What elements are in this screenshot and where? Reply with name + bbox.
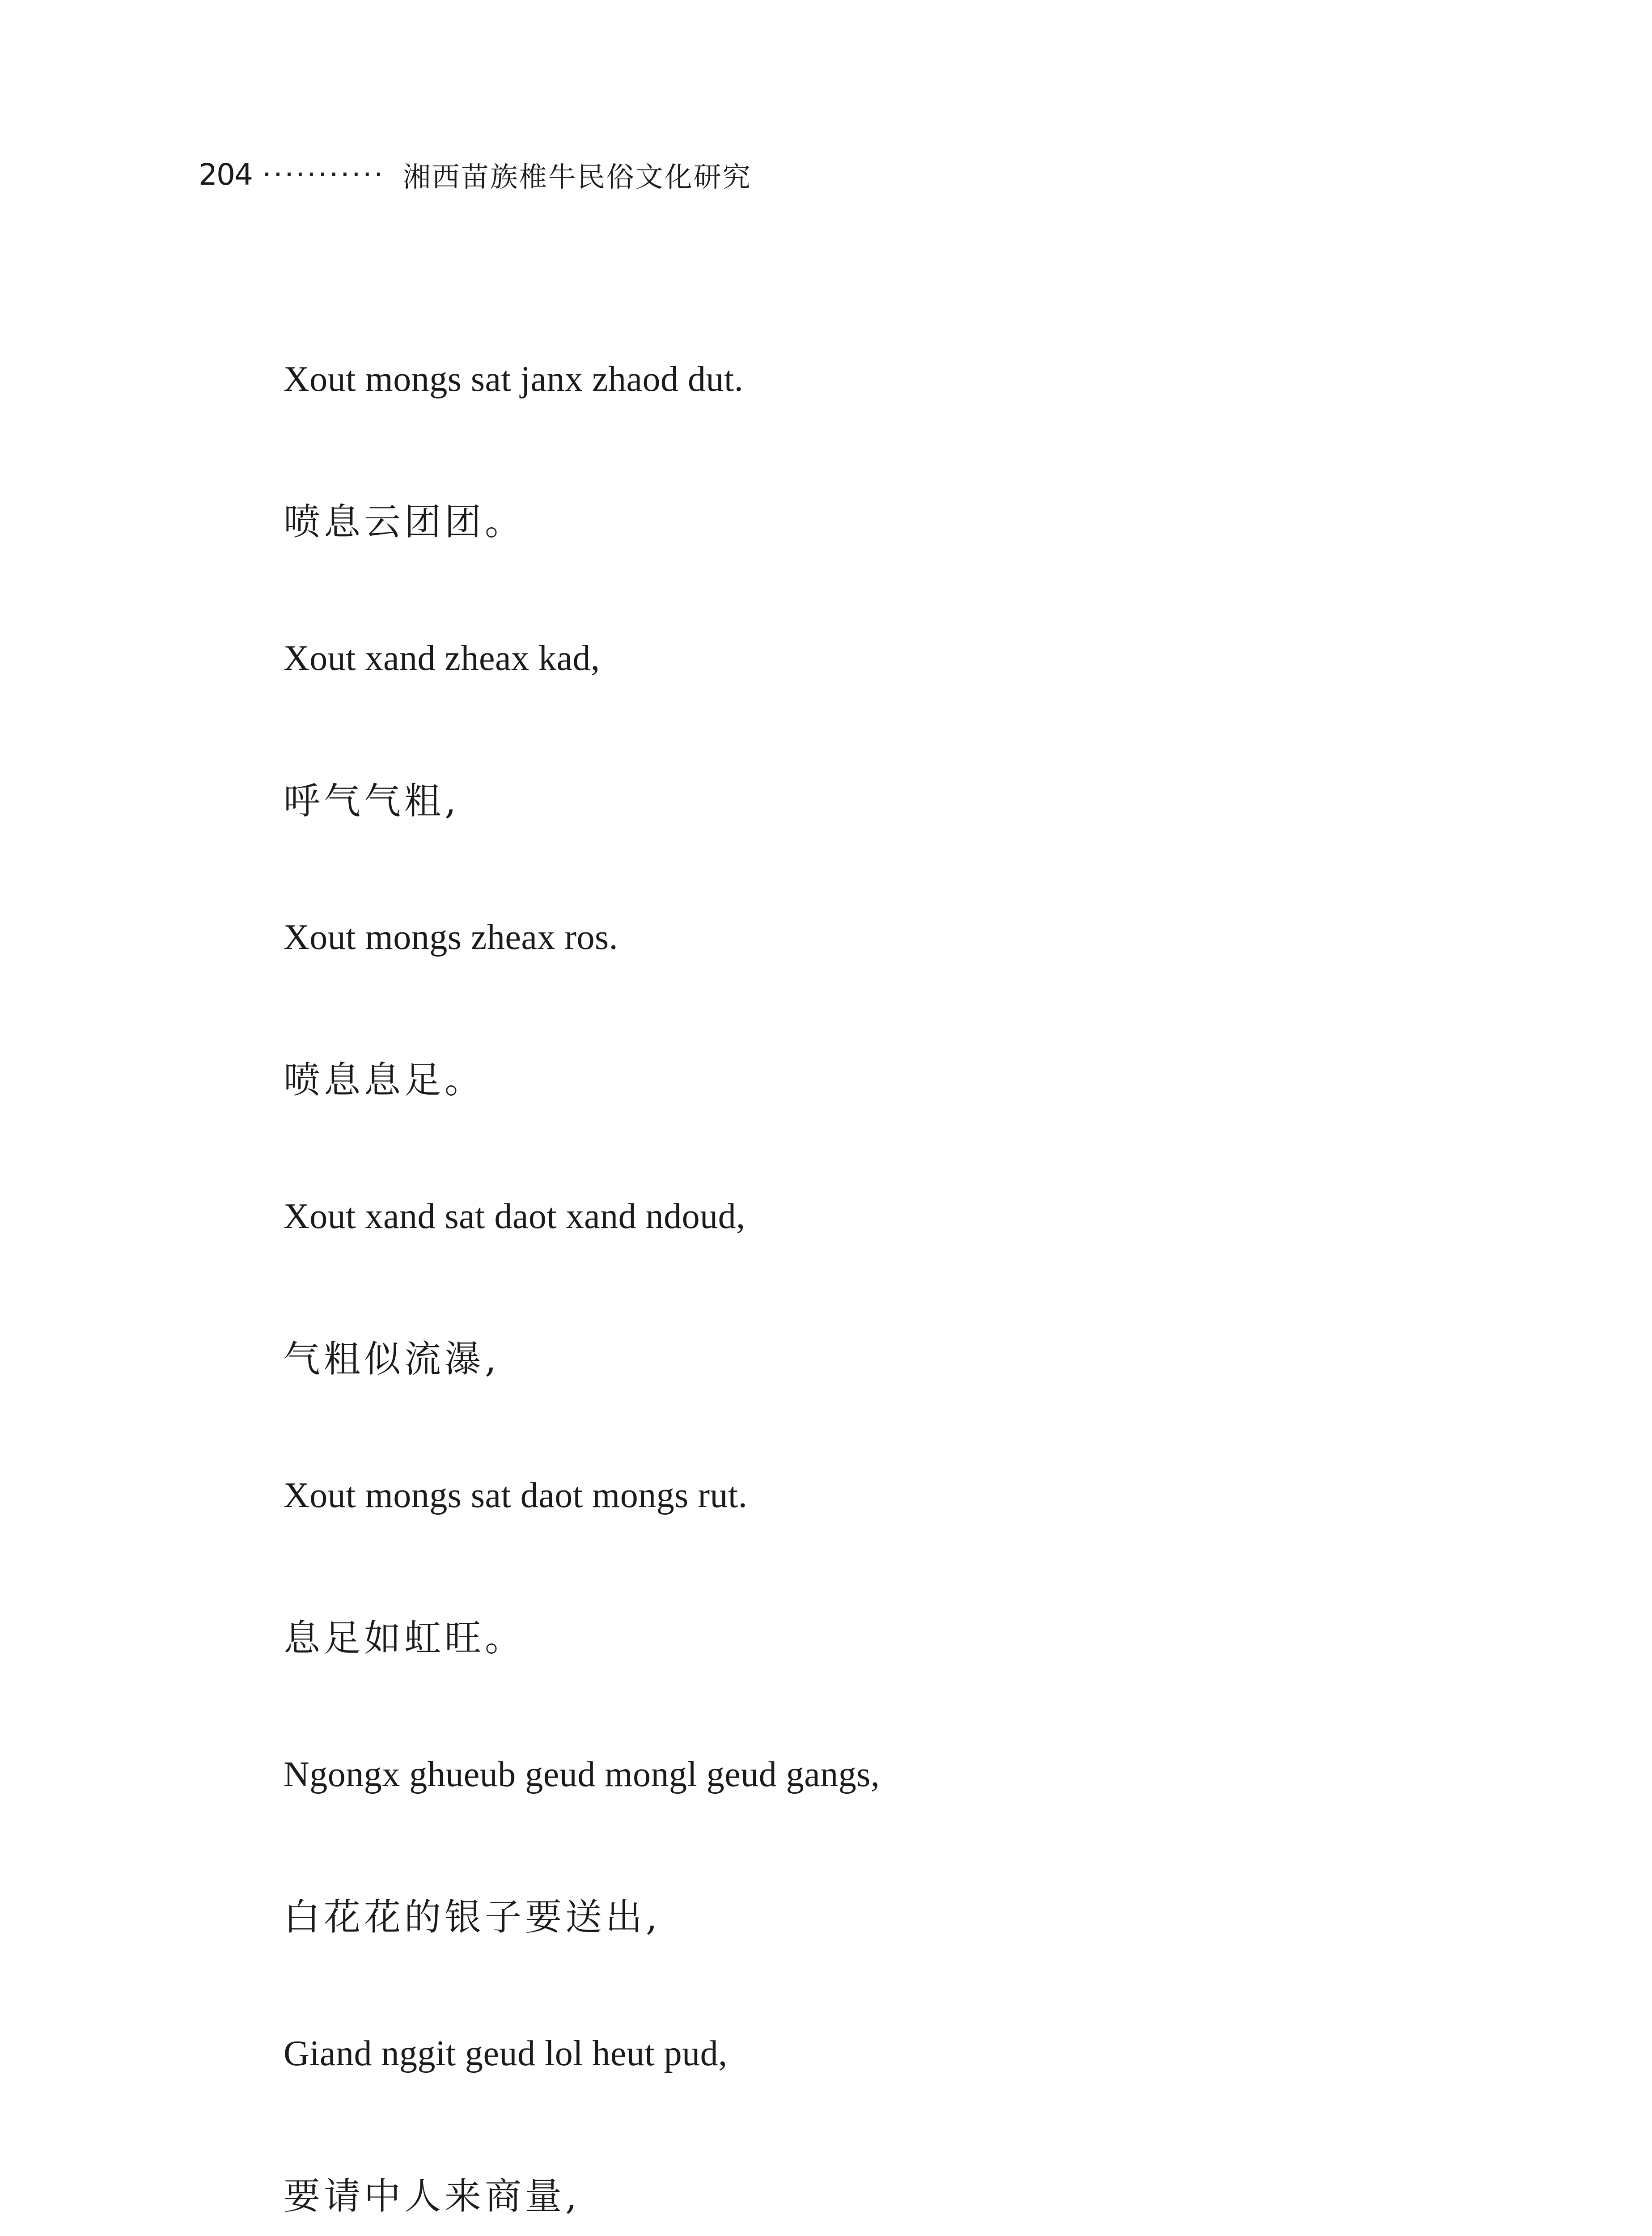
running-header	[199, 150, 752, 199]
header-leader-dots: ···········	[262, 157, 385, 192]
miao-line: Xout mongs sat janx zhaod dut.	[284, 359, 744, 399]
chinese-line: 喷息息足。	[284, 1059, 485, 1101]
chinese-line: 气粗似流瀑,	[284, 1338, 500, 1381]
chinese-line: 息足如虹旺。	[284, 1617, 525, 1660]
miao-line: Giand nggit geud lol heut pud,	[284, 2033, 728, 2073]
miao-line: Xout xand sat daot xand ndoud,	[284, 1196, 746, 1236]
chinese-line: 白花花的银子要送出,	[284, 1896, 661, 1939]
miao-line: Ngongx ghueub geud mongl geud gangs,	[284, 1754, 880, 1794]
page-number: 204	[199, 157, 252, 192]
chinese-line: 呼气气粗,	[284, 779, 460, 822]
book-title: 湘西苗族椎牛民俗文化研究	[402, 160, 752, 193]
chinese-line: 要请中人来商量,	[284, 2175, 581, 2218]
chinese-line: 喷息云团团。	[284, 500, 525, 543]
miao-line: Xout mongs sat daot mongs rut.	[284, 1475, 748, 1515]
miao-line: Xout mongs zheax ros.	[284, 917, 618, 957]
verse-text	[284, 309, 1580, 2236]
miao-line: Xout xand zheax kad,	[284, 638, 600, 678]
